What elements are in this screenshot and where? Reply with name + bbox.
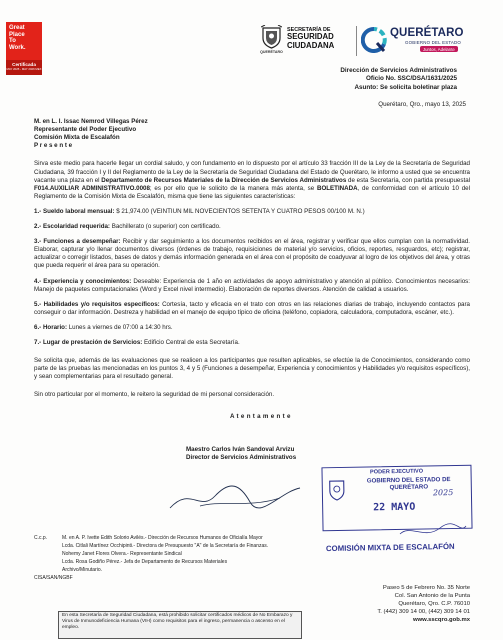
addressee-presente: P r e s e n t e: [34, 142, 73, 150]
reference-number: Oficio No. SSC/DSA/1631/2025: [366, 75, 457, 83]
seal-caption: QUERÉTARO: [260, 50, 283, 54]
intro-text-5: ; es por ello que le solicito de la manera más atenta, se: [149, 184, 317, 192]
intro-boletinada: BOLETINADA: [316, 184, 358, 192]
signer-block: [34, 446, 470, 462]
ccp-line: Nohemy Janet Flores Olvera.- Representante Sindical: [62, 550, 182, 557]
item-label: 7.- Lugar de prestación de Servicios:: [34, 338, 143, 346]
badge-line1: Great: [9, 25, 25, 31]
footer-address-1: Paseo 5 de Febrero No. 35 Norte: [382, 585, 470, 591]
badge-line3: To: [9, 38, 16, 45]
ccp-block: [34, 535, 268, 582]
item-label: 5.- Habilidades y/o requisitos específicos:: [34, 300, 160, 308]
reference-subject: Asunto: Se solicita boletinar plaza: [354, 83, 457, 91]
queretaro-name: QUERÉTARO: [390, 27, 464, 39]
ccp-line: Archivo/Minutario.: [62, 566, 103, 573]
ssc-line1: SECRETARÍA DE: [287, 27, 331, 33]
footer-website: www.sscqro.gob.mx: [412, 617, 470, 623]
footer-phone: T. (442) 309 14 00, (442) 309 14 01: [377, 609, 470, 615]
ssc-line3: CIUDADANA: [287, 40, 335, 50]
addressee: [34, 118, 470, 150]
item-text: Bachillerato (o superior) con certificado.: [110, 223, 221, 231]
stamp-footer: COMISIÓN MIXTA DE ESCALAFÓN: [325, 541, 455, 554]
letter-date: Querétaro, Qro., mayo 13, 2025: [378, 101, 466, 108]
item-text: Recibir y dar seguimiento a los documentos recibidos en el área, registrar y verificar que ellos cumplan con la normatividad. Elaborar, capturar y/o llenar documentos diversos (órdenes de trabajo, requisiciones de material y/o servicios, oficios, reportes, resguardos, etc); registrar, actualizar o corregir listados, bases de datos y demás información generada en el área con el propósito de coadyuvar al logro de los objetivos del área, y otras que pueda requerir el área para su operación.: [34, 238, 471, 270]
item-text: Deseable: Experiencia de 1 año en actividades de apoyo administrativo y atención al público. Conocimientos necesarios: Manejo de paquetes computacionales (Word y Excel nivel intermedio). Elaboración de reportes diversos. Atención de calidad a usuarios.: [34, 277, 470, 293]
item-label: 4.- Experiencia y conocimientos:: [34, 277, 132, 285]
footer-address: [377, 584, 470, 624]
footer-address-2: Col. San Antonio de la Punta: [394, 593, 470, 599]
signer-title: Director de Servicios Administrativos: [186, 453, 297, 461]
item-skills: [34, 301, 470, 317]
queretaro-subtitle: GOBIERNO DEL ESTADO: [405, 40, 462, 45]
intro-department: Departamento de Recursos Materiales de la Dirección de Servicios Administrativos: [101, 176, 347, 184]
badge-text: [9, 25, 26, 51]
stamp-line1: PODER EJECUTIVO: [369, 468, 424, 476]
request-paragraph: Se solicita que, además de las evaluaciones que se realicen a los participantes que resulten aplicables, se efectúe la de Conocimientos, considerando como parte de las pruebas las mencionadas en los puntos 3, 4 y 5 (Funciones a desempeñar, Experiencia y conocimientos y Habilidades y/o requisitos específicos), y sean complementarias para el resultado general.: [34, 357, 470, 381]
addressee-body: Comisión Mixta de Escalafón: [34, 134, 120, 142]
badge-line4: Work.: [9, 44, 26, 51]
ccp-line: Lcda. Rosa Godiño Pérez.- Jefa de Departamento de Recursos Materiales: [62, 558, 228, 565]
ssc-line2: SEGURIDAD: [287, 32, 334, 42]
ccp-lines: [62, 535, 268, 575]
item-experience: [34, 278, 470, 294]
intro-budget-line: F014.AUXILIAR ADMINISTRATIVO.0008: [34, 184, 150, 192]
ccp-initials: CISA/SAN/NGBF: [34, 574, 73, 581]
handwritten-note-icon: [330, 520, 470, 544]
item-text: $ 21,974.00 (VEINTIUN MIL NOVECIENTOS SETENTA Y CUATRO PESOS 00/100 M. N.): [114, 207, 365, 215]
footer-notice: En esta Secretaría de Seguridad Ciudadana, está prohibido solicitar certificados médicos de No Embarazo y Virus de Inmunodeficiencia Humana (VIH) como requisitos para el ingreso, permanencia o ascenso en el empleo.: [58, 611, 302, 639]
header-divider: [356, 26, 357, 56]
addressee-name: M. en L. I. Issac Nemrod Villegas Pérez: [34, 118, 148, 126]
item-schedule: [34, 324, 470, 332]
letter-body: [34, 101, 470, 462]
badge-certified: Certificada: [12, 62, 36, 67]
item-text: Edificio Central de esta Secretaría.: [142, 338, 240, 346]
item-label: 6.- Horario:: [34, 323, 68, 331]
intro-paragraph: [34, 160, 470, 200]
ccp-line: M. en A. P. Ivette Edith Solorio Avilés.- Dirección de Recursos Humanos de Oficialía Mayor: [62, 535, 263, 541]
item-label: 1.- Sueldo laboral mensual:: [34, 207, 115, 215]
ssc-logo-text: [287, 27, 334, 50]
item-label: 3.- Funciones a desempeñar:: [34, 238, 121, 246]
reference-office: Dirección de Servicios Administrativos: [340, 67, 457, 74]
badge-band: [6, 60, 42, 75]
reference-block: [340, 67, 457, 92]
stamp-date: 22 MAYO: [373, 501, 416, 514]
footer-address-3: Querétaro, Qro. C.P. 76010: [398, 601, 470, 607]
signoff: A t e n t a m e n t e: [230, 413, 291, 421]
stamp-seal-icon: [328, 479, 346, 501]
stamp-line2: GOBIERNO DEL ESTADO DE QUERÉTARO: [366, 476, 451, 492]
intro-text-7: , de conformidad con el artículo 10 del Reglamento de la Comisión Mixta de Escalafón, misma que tiene las siguientes características:: [34, 184, 470, 200]
item-workplace: [34, 339, 470, 347]
item-salary: [34, 208, 470, 216]
badge-line2: Place: [9, 31, 25, 38]
intro-text-3: de esta Secretaría, con partida presupuestal: [346, 176, 471, 184]
closing-paragraph: Sin otro particular por el momento, le reitero la seguridad de mi personal consideración.: [34, 391, 275, 399]
ccp-label: C.c.p.: [34, 535, 48, 541]
item-functions: [34, 238, 470, 270]
item-education: [34, 223, 470, 231]
queretaro-logo-icon: [361, 27, 387, 53]
stamp-year: 2025: [432, 488, 454, 498]
great-place-to-work-badge: [6, 22, 42, 75]
addressee-role: Representante del Poder Ejecutivo: [34, 126, 137, 134]
signer-name: Maestro Carlos Iván Sandoval Arvizu: [186, 445, 295, 453]
badge-period: MAY 2025 - MAY 2026 MEX: [6, 67, 42, 71]
item-label: 2.- Escolaridad requerida:: [34, 223, 110, 231]
state-seal-icon: [261, 25, 282, 49]
handwritten-signature-icon: [160, 482, 310, 514]
intro-text-1: Sirva este medio para hacerle llegar un cordial saludo, y con fundamento en lo dispuesto por el artículo 33 fracción III de la Ley de la Secretaría de Seguridad Ciudadana, 39 fracción I y II del Reglamento de la Ley de la Secretaría de Seguridad Ciudadana del Estado de Querétaro, le informo a usted que se encuentra vacante una plaza en el: [34, 160, 470, 184]
ccp-line: Lcda. Citlali Martínez Occhipinti.- Directora de Presupuesto "A" de la Secretaría de Finanzas.: [62, 542, 269, 549]
item-text: Cortesía, tacto y eficacia en el trato con otros en las relaciones diarias de trabajo, incluyendo contactos para conseguir o dar información. Destreza y habilidad en el manejo de equipo típico de oficina (teléfono, copiadora, calculadora, computadora, escáner, etc.).: [34, 300, 470, 316]
item-text: Lunes a viernes de 07:00 a 14:30 hrs.: [67, 323, 173, 331]
queretaro-slogan: Juntos, Adelante: [420, 46, 458, 52]
